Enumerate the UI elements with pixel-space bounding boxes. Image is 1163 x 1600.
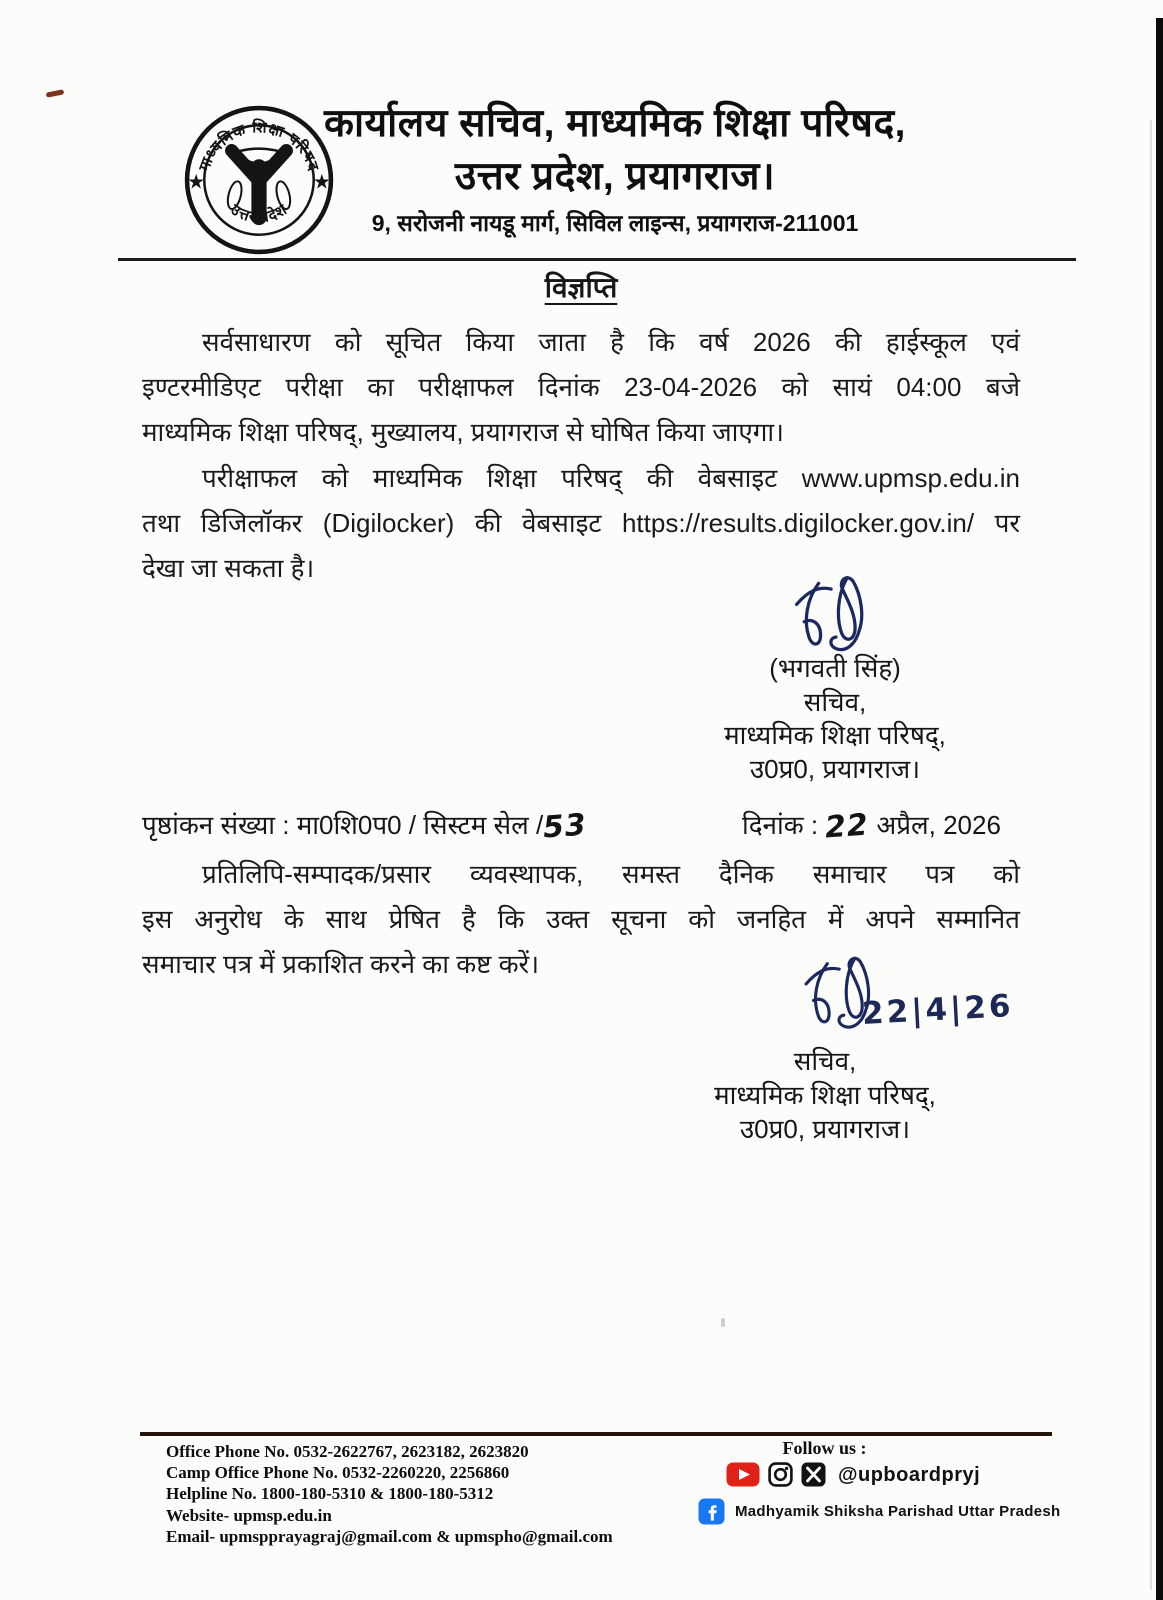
office-title-line1: कार्यालय सचिव, माध्यमिक शिक्षा परिषद, bbox=[324, 102, 906, 145]
signatory-block-1 bbox=[690, 652, 980, 786]
para1-line2: इण्टरमीडिएट परीक्षा का परीक्षाफल दिनांक 23-04-2026 को सायं 04:00 बजे bbox=[142, 372, 1020, 402]
endorsement-row bbox=[142, 806, 1020, 848]
paragraph-announcement bbox=[142, 320, 1020, 455]
para2-line2: तथा डिजिलॉकर (Digilocker) की वेबसाइट https://results.digilocker.gov.in/ पर bbox=[142, 508, 1020, 538]
signatory-place: उ0प्र0, प्रयागराज। bbox=[749, 753, 921, 784]
header-divider bbox=[118, 258, 1076, 261]
youtube-icon bbox=[726, 1462, 760, 1487]
para2-line1: परीक्षाफल को माध्यमिक शिक्षा परिषद् की वेबसाइट www.upmsp.edu.in bbox=[202, 463, 1020, 493]
para1-line3: माध्यमिक शिक्षा परिषद्, मुख्यालय, प्रयागराज से घोषित किया जाएगा। bbox=[142, 417, 784, 447]
pen-mark bbox=[46, 89, 65, 97]
seal-top-text: माध्यमिक शिक्षा परिषद bbox=[196, 119, 322, 174]
footer-contacts bbox=[166, 1441, 686, 1547]
office-address: 9, सरोजनी नायडू मार्ग, सिविल लाइन्स, प्रयागराज-211001 bbox=[371, 210, 859, 236]
signatory2-place: उ0प्र0, प्रयागराज। bbox=[739, 1114, 911, 1144]
instagram-icon bbox=[768, 1462, 793, 1487]
signatory-name: (भगवती सिंह) bbox=[769, 653, 901, 683]
office-phone: Office Phone No. 0532-2622767, 2623182, 2623820 bbox=[166, 1442, 529, 1461]
endorsement-number-handwritten: 53 bbox=[542, 807, 589, 846]
footer-divider bbox=[140, 1432, 1052, 1436]
date-day-handwritten: 22 bbox=[824, 807, 871, 846]
scan-edge-line bbox=[1150, 120, 1152, 1590]
social-handle: @upboardpryj bbox=[838, 1464, 981, 1486]
helpline: Helpline No. 1800-180-5310 & 1800-180-5312 bbox=[166, 1484, 494, 1504]
para2-line3: देखा जा सकता है। bbox=[142, 553, 315, 583]
endorsement-date bbox=[742, 806, 1001, 844]
scan-edge-bar bbox=[1156, 18, 1163, 1600]
date-rest: अप्रैल, 2026 bbox=[876, 810, 1001, 840]
signatory-block-2 bbox=[680, 1044, 970, 1146]
endorsement-number bbox=[142, 806, 587, 844]
para3-line3: समाचार पत्र में प्रकाशित करने का कष्ट करें। bbox=[142, 949, 540, 979]
signatory-org: माध्यमिक शिक्षा परिषद्, bbox=[724, 720, 946, 750]
date-label: दिनांक : bbox=[742, 810, 819, 840]
notice-title: विज्ञप्ति bbox=[544, 272, 618, 303]
signatory-designation: सचिव, bbox=[803, 686, 867, 717]
signatory2-org: माध्यमिक शिक्षा परिषद्, bbox=[714, 1080, 936, 1110]
paragraph-websites bbox=[142, 456, 1020, 591]
facebook-icon bbox=[698, 1498, 725, 1525]
office-title-line2: उत्तर प्रदेश, प्रयागराज। bbox=[454, 155, 776, 198]
seal-bottom-text: उत्तर प्रदेश bbox=[227, 201, 291, 227]
x-icon bbox=[801, 1462, 826, 1487]
secretary-signature bbox=[786, 570, 882, 660]
letterhead bbox=[270, 98, 960, 240]
signatory2-designation: सचिव, bbox=[793, 1046, 857, 1076]
scan-artifact-dot bbox=[721, 1318, 725, 1327]
email: Email- upmspprayagraj@gmail.com & upmspho@gmail.com bbox=[166, 1526, 613, 1546]
facebook-page-name: Madhyamik Shiksha Parishad Uttar Pradesh bbox=[735, 1503, 1061, 1520]
endorsement-label: पृष्ठांकन संख्या : मा0शि0प0 / सिस्टम सेल / bbox=[142, 810, 544, 840]
website: Website- upmsp.edu.in bbox=[166, 1505, 332, 1525]
handwritten-date: 22|4|26 bbox=[861, 988, 1015, 1032]
para3-line2: इस अनुरोध के साथ प्रेषित है कि उक्त सूचना को जनहित में अपने सम्मानित bbox=[142, 904, 1020, 934]
para3-line1: प्रतिलिपि-सम्पादक/प्रसार व्यवस्थापक, समस्त दैनिक समाचार पत्र को bbox=[202, 859, 1020, 889]
paragraph-copy-to-press bbox=[142, 852, 1020, 987]
camp-office-phone: Camp Office Phone No. 0532-2260220, 2256860 bbox=[166, 1463, 510, 1483]
follow-us-label: Follow us : bbox=[782, 1438, 867, 1458]
para1-line1: सर्वसाधारण को सूचित किया जाता है कि वर्ष 2026 की हाईस्कूल एवं bbox=[202, 327, 1020, 357]
